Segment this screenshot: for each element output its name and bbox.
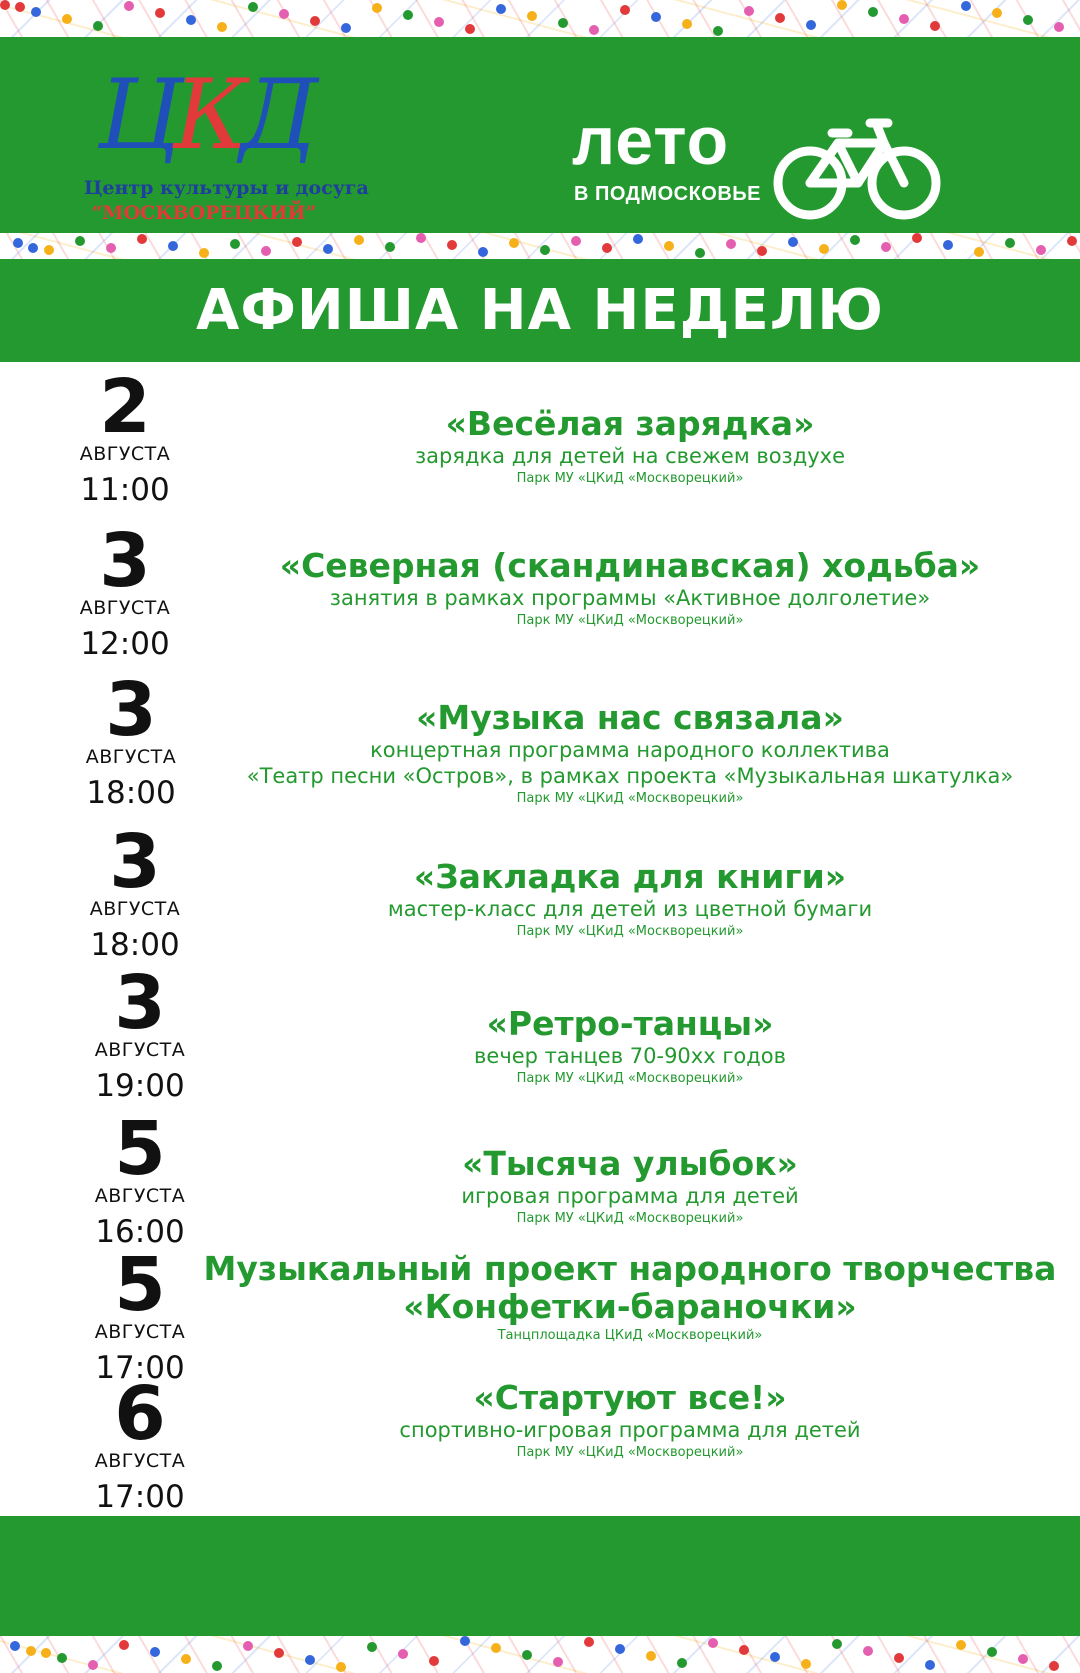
- pattern-dot: [416, 233, 426, 243]
- event-venue: Парк МУ «ЦКиД «Москворецкий»: [516, 924, 744, 939]
- pattern-dot: [801, 1659, 811, 1669]
- footer-band: [0, 1516, 1080, 1636]
- bicycle-icon: [772, 115, 942, 221]
- event-venue: Парк МУ «ЦКиД «Москворецкий»: [516, 1071, 744, 1086]
- event-description: зарядка для детей на свежем воздухе: [414, 444, 846, 468]
- event-month: АВГУСТА: [94, 1185, 186, 1207]
- pattern-dot: [41, 1648, 51, 1658]
- pattern-dot: [1054, 22, 1064, 32]
- pattern-dot: [15, 2, 25, 12]
- pattern-dot: [367, 1642, 377, 1652]
- pattern-dot: [899, 14, 909, 24]
- pattern-dot: [744, 6, 754, 16]
- pattern-dot: [230, 239, 240, 249]
- event-venue: Парк МУ «ЦКиД «Москворецкий»: [516, 1211, 744, 1226]
- event-time: 18:00: [90, 927, 180, 963]
- pattern-dot: [894, 1653, 904, 1663]
- pattern-dot: [819, 244, 829, 254]
- pattern-dot: [10, 1641, 20, 1651]
- pattern-dot: [0, 0, 10, 10]
- event-venue: Парк МУ «ЦКиД «Москворецкий»: [516, 471, 744, 486]
- pattern-dot: [540, 245, 550, 255]
- event-day: 5: [114, 1106, 166, 1192]
- pattern-dot: [181, 1654, 191, 1664]
- pattern-dot: [323, 244, 333, 254]
- event-info: [190, 858, 1070, 942]
- pattern-dot: [682, 19, 692, 29]
- pattern-dot: [93, 21, 103, 31]
- header-band: [0, 37, 1080, 233]
- pattern-dot: [850, 235, 860, 245]
- pattern-dot: [429, 1656, 439, 1666]
- decorative-pattern-middle: [0, 233, 1080, 259]
- event-venue: Танцплощадка ЦКиД «Москворецкий»: [497, 1328, 763, 1343]
- event-month: АВГУСТА: [85, 746, 177, 768]
- pattern-dot: [881, 242, 891, 252]
- pattern-dot: [1023, 15, 1033, 25]
- event-description: концертная программа народного коллектива: [370, 738, 890, 762]
- pattern-dot: [695, 248, 705, 258]
- pattern-dot: [261, 246, 271, 256]
- pattern-dot: [584, 1637, 594, 1647]
- event-title: «Весёлая зарядка»: [445, 404, 815, 443]
- pattern-dot: [589, 25, 599, 35]
- pattern-dot: [863, 1646, 873, 1656]
- event-venue: Парк МУ «ЦКиД «Москворецкий»: [516, 1445, 744, 1460]
- pattern-dot: [646, 1651, 656, 1661]
- pattern-dot: [168, 241, 178, 251]
- event-day: 6: [114, 1371, 166, 1457]
- pattern-dot: [956, 1640, 966, 1650]
- pattern-dot: [664, 241, 674, 251]
- pattern-dot: [292, 237, 302, 247]
- pattern-dot: [558, 18, 568, 28]
- pattern-dot: [868, 7, 878, 17]
- event-title-line2: «Конфетки-бараночки»: [403, 1287, 857, 1326]
- pattern-dot: [217, 22, 227, 32]
- event-month: АВГУСТА: [94, 1450, 186, 1472]
- event-title: «Тысяча улыбок»: [462, 1144, 798, 1183]
- pattern-dot: [651, 12, 661, 22]
- pattern-dot: [943, 240, 953, 250]
- event-description: спортивно-игровая программа для детей: [399, 1418, 861, 1442]
- page-title: АФИША НА НЕДЕЛЮ: [196, 278, 884, 343]
- event-title: «Стартуют все!»: [473, 1378, 787, 1417]
- pattern-dot: [465, 24, 475, 34]
- event-venue: Парк МУ «ЦКиД «Москворецкий»: [516, 613, 744, 628]
- organization-logo: [84, 55, 369, 224]
- pattern-dot: [770, 1652, 780, 1662]
- summer-brand: [572, 103, 952, 233]
- event-month: АВГУСТА: [79, 597, 171, 619]
- pattern-dot: [403, 10, 413, 20]
- event-time: 19:00: [95, 1068, 185, 1104]
- pattern-dot: [13, 238, 23, 248]
- pattern-dot: [119, 1640, 129, 1650]
- summer-word: лето: [572, 103, 730, 179]
- pattern-dot: [243, 1641, 253, 1651]
- pattern-dot: [1018, 1654, 1028, 1664]
- logo-monogram-letter-3: Д: [239, 59, 311, 171]
- pattern-dot: [522, 1650, 532, 1660]
- pattern-dot: [930, 21, 940, 31]
- pattern-dot: [305, 1655, 315, 1665]
- pattern-dot: [615, 1644, 625, 1654]
- event-info: [190, 1005, 1070, 1089]
- pattern-dot: [837, 0, 847, 10]
- event-month: АВГУСТА: [94, 1321, 186, 1343]
- pattern-dot: [775, 13, 785, 23]
- summer-subtitle: В ПОДМОСКОВЬЕ: [574, 183, 761, 205]
- pattern-dot: [1049, 1661, 1059, 1671]
- pattern-dot: [88, 1660, 98, 1670]
- pattern-dot: [491, 1643, 501, 1653]
- event-day: 3: [109, 819, 161, 905]
- event-day: 5: [114, 1242, 166, 1328]
- event-day: 2: [99, 364, 151, 450]
- event-date: [56, 667, 206, 813]
- pattern-dot: [434, 17, 444, 27]
- pattern-dot: [57, 1653, 67, 1663]
- pattern-dot: [28, 243, 38, 253]
- event-date: [50, 364, 200, 510]
- event-description-line2: «Театр песни «Остров», в рамках проекта «Музыкальная шкатулка»: [246, 764, 1014, 788]
- pattern-dot: [106, 243, 116, 253]
- pattern-dot: [527, 11, 537, 21]
- event-time: 16:00: [95, 1214, 185, 1250]
- logo-name-line1: Центр культуры и досуга: [84, 177, 369, 199]
- pattern-dot: [726, 239, 736, 249]
- pattern-dot: [44, 245, 54, 255]
- event-day: 3: [99, 518, 151, 604]
- pattern-dot: [310, 16, 320, 26]
- event-info: [190, 1145, 1070, 1229]
- pattern-dot: [372, 3, 382, 13]
- event-description: занятия в рамках программы «Активное долголетие»: [329, 586, 931, 610]
- pattern-dot: [713, 26, 723, 36]
- event-title: «Закладка для книги»: [413, 857, 847, 896]
- pattern-dot: [137, 234, 147, 244]
- decorative-pattern-top: [0, 0, 1080, 37]
- event-description: мастер-класс для детей из цветной бумаги: [387, 897, 873, 921]
- event-month: АВГУСТА: [89, 898, 181, 920]
- event-day: 3: [105, 667, 157, 753]
- event-day: 3: [114, 960, 166, 1046]
- event-time: 17:00: [95, 1350, 185, 1386]
- logo-monogram-letter-1: Ц: [97, 59, 174, 171]
- pattern-dot: [987, 1647, 997, 1657]
- event-venue: Парк МУ «ЦКиД «Москворецкий»: [516, 791, 744, 806]
- pattern-dot: [788, 237, 798, 247]
- pattern-dot: [274, 1648, 284, 1658]
- pattern-dot: [912, 233, 922, 243]
- pattern-dot: [26, 1646, 36, 1656]
- pattern-dot: [199, 248, 209, 258]
- pattern-dot: [806, 20, 816, 30]
- pattern-dot: [832, 1639, 842, 1649]
- pattern-dot: [925, 1660, 935, 1670]
- event-description: вечер танцев 70-90хх годов: [474, 1044, 786, 1068]
- pattern-dot: [739, 1645, 749, 1655]
- event-month: АВГУСТА: [79, 443, 171, 465]
- pattern-dot: [186, 15, 196, 25]
- event-info: [190, 1250, 1070, 1346]
- pattern-dot: [553, 1657, 563, 1667]
- pattern-dot: [571, 236, 581, 246]
- pattern-dot: [1067, 236, 1077, 246]
- pattern-dot: [75, 236, 85, 246]
- pattern-dot: [398, 1649, 408, 1659]
- logo-monogram-letter-2: К: [173, 59, 240, 171]
- pattern-dot: [496, 4, 506, 14]
- pattern-dot: [1036, 245, 1046, 255]
- pattern-dot: [341, 23, 351, 33]
- title-band: [0, 259, 1080, 362]
- event-month: АВГУСТА: [94, 1039, 186, 1061]
- logo-name-line2: “МОСКВОРЕЦКИЙ”: [91, 202, 317, 224]
- pattern-dot: [677, 1658, 687, 1668]
- event-description: игровая программа для детей: [461, 1184, 799, 1208]
- pattern-dot: [992, 8, 1002, 18]
- event-time: 11:00: [80, 472, 170, 508]
- event-title: Музыкальный проект народного творчества: [203, 1249, 1057, 1288]
- pattern-dot: [620, 5, 630, 15]
- decorative-pattern-bottom: [0, 1636, 1080, 1673]
- pattern-dot: [155, 8, 165, 18]
- pattern-dot: [460, 1636, 470, 1646]
- event-time: 18:00: [86, 775, 176, 811]
- event-title: «Ретро-танцы»: [486, 1004, 774, 1043]
- pattern-dot: [509, 238, 519, 248]
- pattern-dot: [212, 1661, 222, 1671]
- pattern-dot: [124, 1, 134, 11]
- pattern-dot: [961, 1, 971, 11]
- pattern-dot: [478, 247, 488, 257]
- pattern-dot: [279, 9, 289, 19]
- pattern-dot: [633, 234, 643, 244]
- pattern-dot: [150, 1647, 160, 1657]
- pattern-dot: [708, 1638, 718, 1648]
- event-title: «Северная (скандинавская) ходьба»: [279, 546, 981, 585]
- pattern-dot: [757, 246, 767, 256]
- pattern-dot: [385, 242, 395, 252]
- pattern-dot: [336, 1662, 346, 1672]
- pattern-dot: [354, 235, 364, 245]
- event-time: 12:00: [80, 626, 170, 662]
- pattern-dot: [248, 2, 258, 12]
- pattern-dot: [31, 7, 41, 17]
- event-info: [190, 1379, 1070, 1463]
- event-date: [50, 518, 200, 664]
- pattern-dot: [602, 243, 612, 253]
- pattern-dot: [974, 247, 984, 257]
- logo-monogram: [84, 55, 324, 175]
- pattern-dot: [447, 240, 457, 250]
- event-time: 17:00: [95, 1479, 185, 1515]
- pattern-dot: [62, 14, 72, 24]
- event-info: [190, 547, 1070, 631]
- pattern-dot: [1005, 238, 1015, 248]
- event-info: [190, 405, 1070, 489]
- event-info: [190, 699, 1070, 809]
- event-date: [60, 819, 210, 965]
- event-title: «Музыка нас связала»: [416, 698, 844, 737]
